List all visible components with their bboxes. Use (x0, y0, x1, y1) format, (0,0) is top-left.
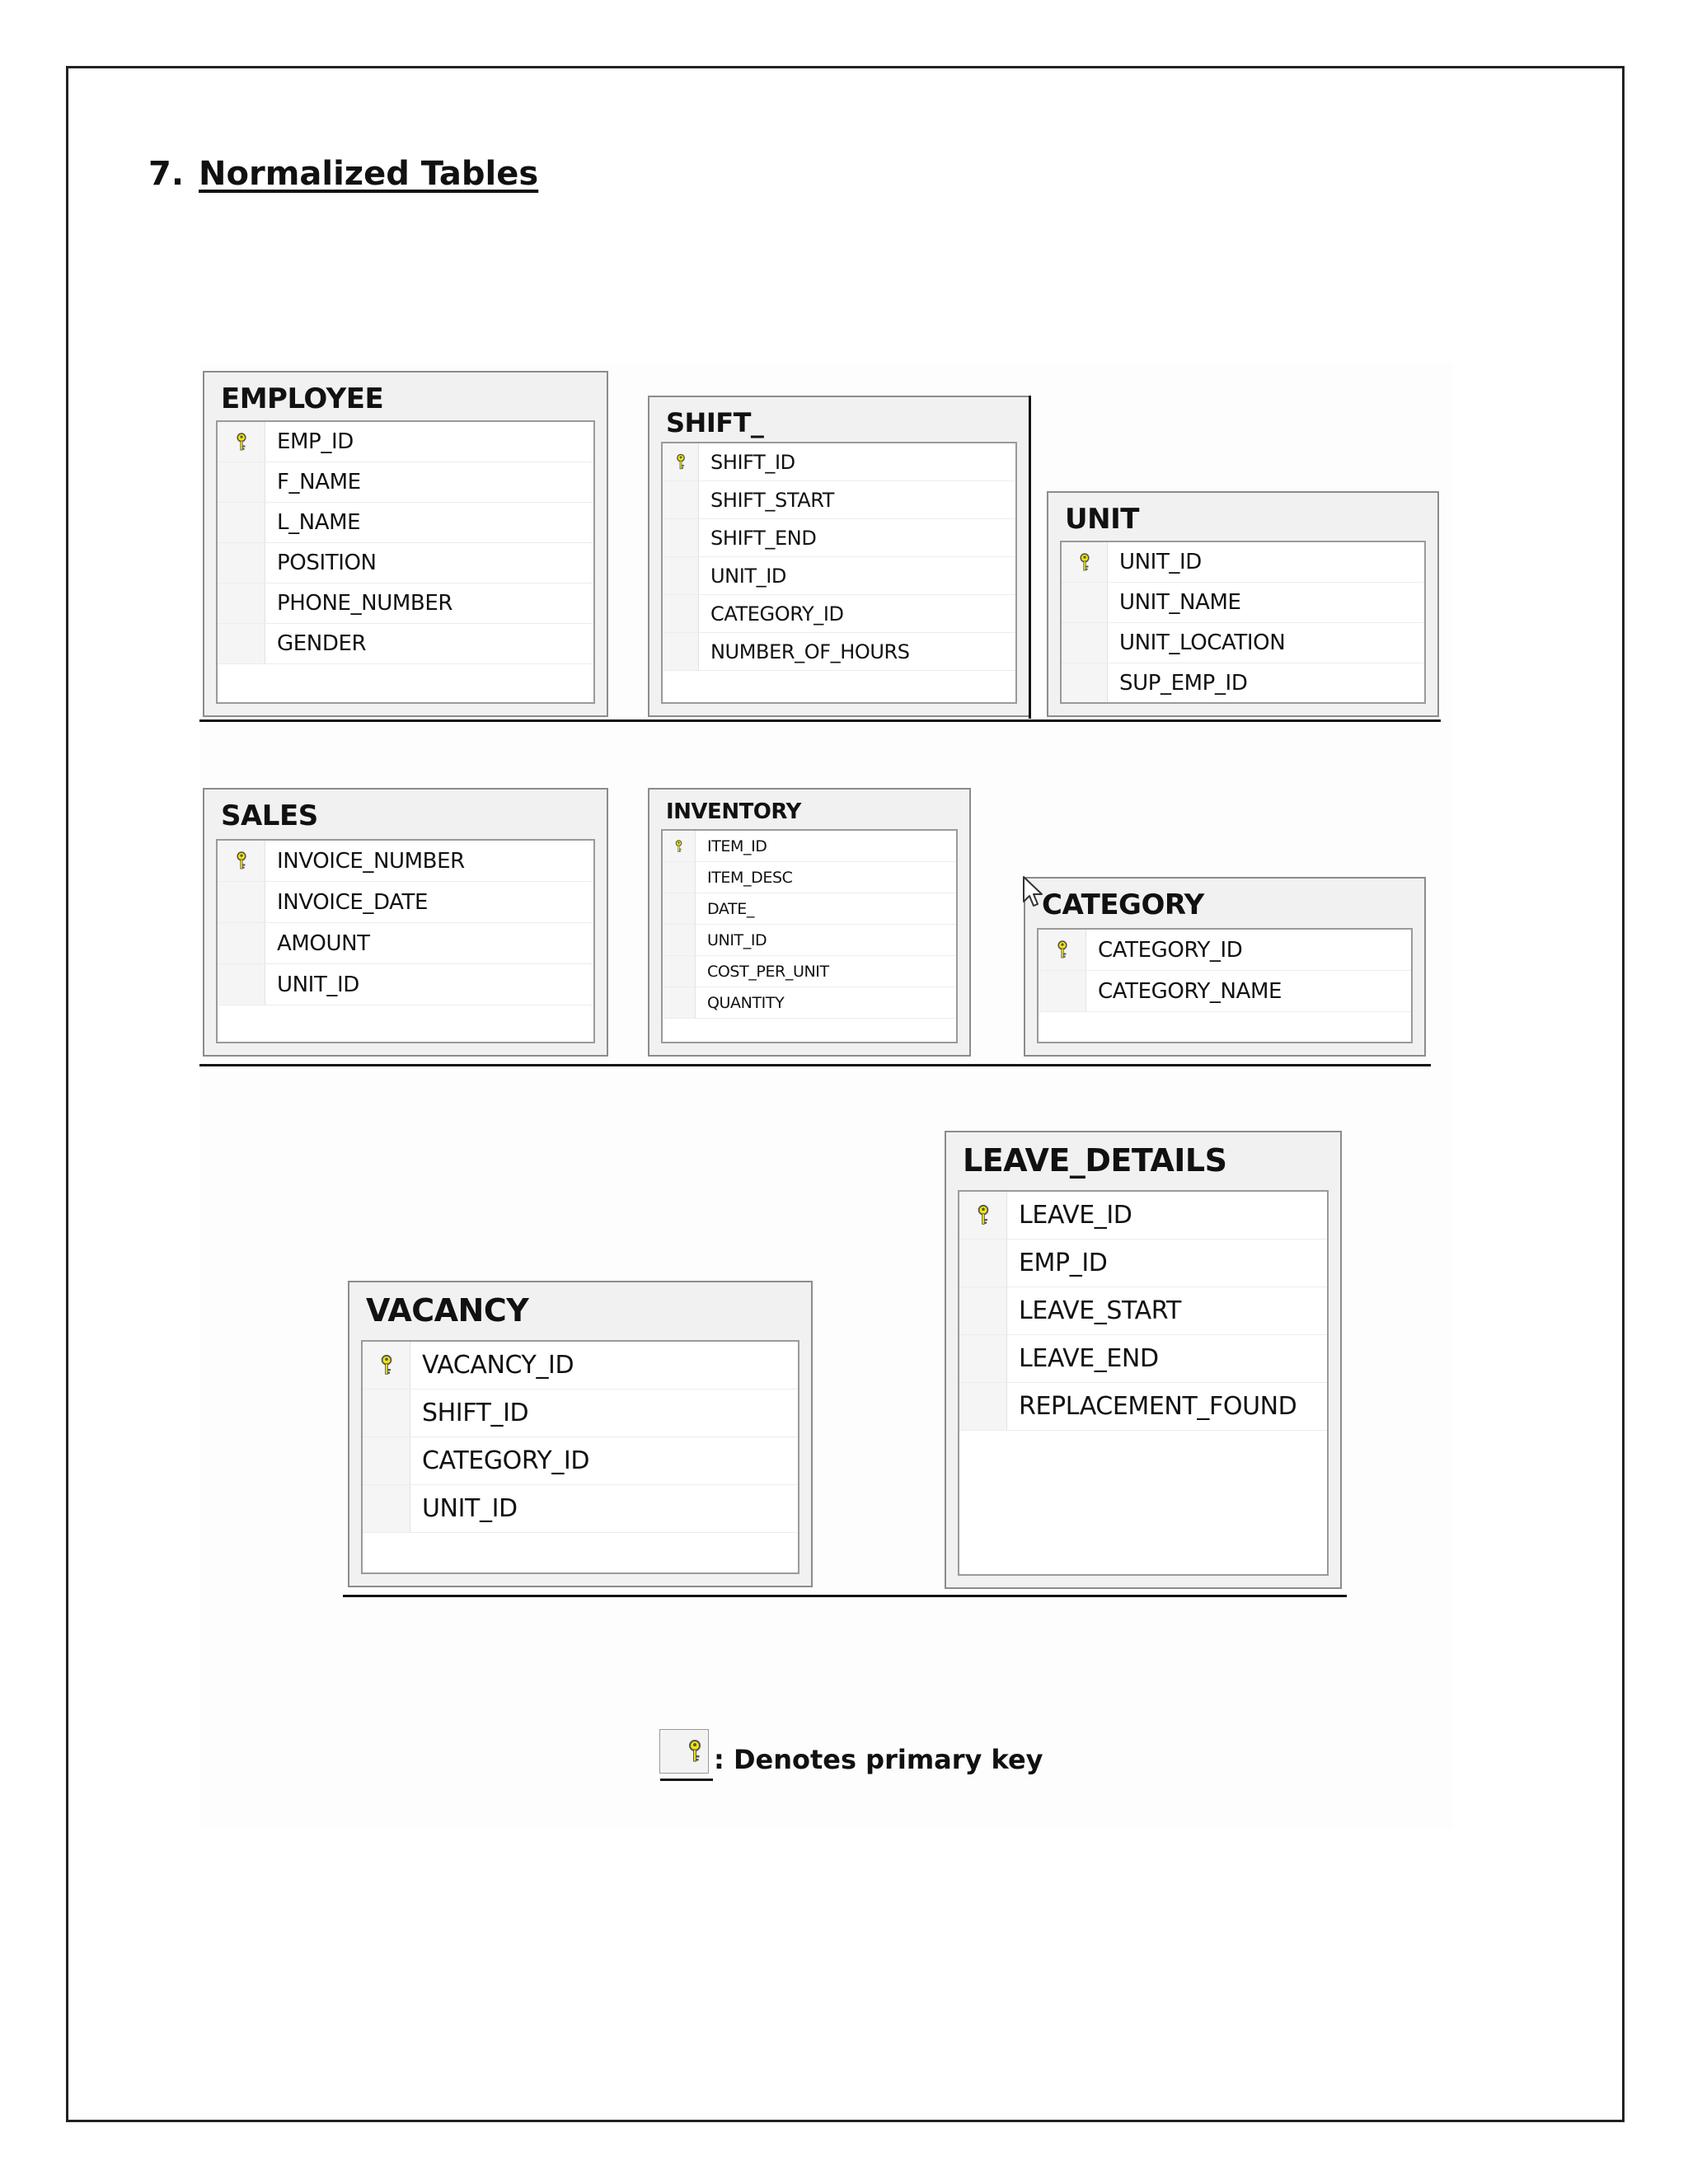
row-selector (218, 462, 265, 502)
row-selector (959, 1192, 1007, 1239)
table-title: SHIFT_ (666, 407, 764, 438)
divider-line (199, 1064, 1431, 1066)
column-name: UNIT_ID (1119, 550, 1202, 574)
row-selector (218, 422, 265, 462)
key-icon (379, 1353, 394, 1377)
table-title: SALES (221, 799, 318, 832)
column-name: EMP_ID (277, 429, 354, 454)
table-columns (661, 829, 958, 1043)
table-vacancy (348, 1281, 813, 1587)
column-name: GENDER (277, 631, 367, 656)
column-row (959, 1383, 1327, 1431)
table-employee (203, 371, 608, 717)
column-row (1062, 623, 1424, 663)
column-name: INVOICE_NUMBER (277, 848, 465, 874)
column-row (663, 519, 1015, 557)
key-icon (674, 839, 683, 854)
column-name: VACANCY_ID (422, 1351, 574, 1380)
column-row (218, 583, 593, 624)
column-row (959, 1335, 1327, 1383)
column-name: UNIT_ID (422, 1494, 518, 1523)
column-row (663, 595, 1015, 633)
column-name: ITEM_ID (707, 837, 767, 855)
column-row (218, 882, 593, 923)
row-selector (1062, 623, 1108, 663)
legend (659, 1714, 1043, 1774)
column-name: CATEGORY_NAME (1098, 978, 1282, 1004)
column-name: LEAVE_START (1019, 1296, 1181, 1325)
column-row (663, 925, 956, 956)
column-row (959, 1192, 1327, 1240)
table-category (1024, 877, 1426, 1057)
row-selector (1062, 663, 1108, 703)
divider-line (199, 719, 1441, 722)
section-title: Normalized Tables (199, 155, 539, 193)
table-leave-details (945, 1131, 1342, 1589)
table-title: INVENTORY (666, 799, 801, 824)
legend-text: : Denotes primary key (714, 1744, 1043, 1775)
key-icon (976, 1203, 991, 1227)
column-name: CATEGORY_ID (422, 1446, 590, 1475)
row-selector (959, 1383, 1007, 1430)
row-selector (363, 1342, 410, 1389)
table-title: CATEGORY (1042, 888, 1204, 921)
row-selector (663, 893, 696, 924)
column-row (663, 862, 956, 893)
table-sales (203, 788, 608, 1057)
table-columns (958, 1190, 1329, 1576)
column-name: DATE_ (707, 899, 754, 918)
column-name: LEAVE_END (1019, 1344, 1159, 1373)
legend-underline (660, 1779, 713, 1781)
row-selector (1062, 583, 1108, 622)
row-selector (363, 1390, 410, 1436)
table-inventory (648, 788, 971, 1057)
table-columns (216, 420, 595, 704)
column-name: SHIFT_ID (710, 450, 795, 474)
row-selector (663, 443, 699, 480)
row-selector (218, 841, 265, 881)
key-icon (235, 432, 248, 452)
column-row (1062, 663, 1424, 704)
column-row (1039, 930, 1411, 971)
column-name: UNIT_ID (707, 930, 767, 949)
column-row (218, 923, 593, 964)
table-title: EMPLOYEE (221, 382, 384, 415)
column-row (218, 503, 593, 543)
column-name: CATEGORY_ID (710, 602, 844, 626)
column-row (1062, 583, 1424, 623)
row-selector (663, 831, 696, 861)
table-columns (661, 442, 1017, 704)
table-title: UNIT (1065, 503, 1139, 536)
column-name: UNIT_ID (277, 972, 359, 997)
column-name: PHONE_NUMBER (277, 591, 453, 616)
column-name: EMP_ID (1019, 1249, 1108, 1277)
column-row (663, 481, 1015, 519)
column-row (363, 1390, 798, 1437)
column-row (1039, 971, 1411, 1012)
row-selector (959, 1335, 1007, 1382)
row-selector (959, 1287, 1007, 1334)
row-selector (1039, 971, 1086, 1011)
row-selector (663, 519, 699, 556)
row-selector (218, 964, 265, 1005)
key-icon (675, 452, 687, 471)
row-selector (218, 583, 265, 623)
row-selector (663, 956, 696, 987)
column-name: INVOICE_DATE (277, 889, 429, 915)
column-name: SUP_EMP_ID (1119, 671, 1248, 696)
row-selector (959, 1240, 1007, 1286)
key-icon (1056, 940, 1069, 960)
column-name: COST_PER_UNIT (707, 962, 829, 981)
column-name: UNIT_NAME (1119, 590, 1241, 615)
column-name: CATEGORY_ID (1098, 937, 1243, 963)
column-name: NUMBER_OF_HOURS (710, 640, 910, 663)
column-name: AMOUNT (277, 930, 370, 956)
column-row (218, 422, 593, 462)
row-selector (663, 633, 699, 670)
row-selector (663, 862, 696, 893)
table-title: VACANCY (366, 1292, 529, 1329)
row-selector (363, 1485, 410, 1532)
column-name: F_NAME (277, 470, 361, 494)
key-icon (687, 1739, 703, 1764)
column-name: REPLACEMENT_FOUND (1019, 1392, 1297, 1421)
row-selector (663, 987, 696, 1018)
table-columns (1037, 928, 1413, 1043)
column-row (218, 543, 593, 583)
column-row (363, 1485, 798, 1533)
row-selector (663, 557, 699, 594)
column-name: SHIFT_END (710, 526, 817, 550)
column-name: ITEM_DESC (707, 868, 793, 887)
column-row (218, 964, 593, 1005)
cursor-icon (1022, 875, 1043, 908)
table-columns (216, 839, 595, 1043)
section-heading (148, 155, 538, 193)
column-name: POSITION (277, 551, 377, 575)
column-row (959, 1287, 1327, 1335)
column-name: L_NAME (277, 510, 361, 535)
column-row (363, 1437, 798, 1485)
table-title: LEAVE_DETAILS (963, 1142, 1227, 1179)
column-row (663, 893, 956, 925)
column-row (218, 841, 593, 882)
row-selector (218, 624, 265, 663)
column-name: UNIT_LOCATION (1119, 630, 1286, 655)
column-row (218, 462, 593, 503)
column-row (663, 831, 956, 862)
row-selector (363, 1437, 410, 1484)
row-selector (218, 882, 265, 922)
column-row (663, 987, 956, 1019)
column-row (218, 624, 593, 664)
column-name: SHIFT_START (710, 488, 835, 512)
table-columns (1060, 541, 1426, 704)
divider-line (343, 1595, 1347, 1597)
column-name: UNIT_ID (710, 564, 787, 588)
row-selector (218, 503, 265, 542)
column-row (663, 956, 956, 987)
column-name: QUANTITY (707, 993, 785, 1012)
row-selector (1039, 930, 1086, 970)
column-row (663, 557, 1015, 595)
column-row (363, 1342, 798, 1390)
section-number: 7. (148, 155, 185, 193)
column-name: LEAVE_ID (1019, 1201, 1132, 1230)
row-selector (663, 481, 699, 518)
row-selector (663, 595, 699, 632)
table-columns (361, 1340, 799, 1574)
column-row (959, 1240, 1327, 1287)
table-unit (1047, 491, 1439, 717)
divider-line (1029, 396, 1031, 719)
key-icon (235, 851, 248, 871)
table-shift (648, 396, 1030, 717)
column-row (663, 443, 1015, 481)
column-row (1062, 542, 1424, 583)
column-name: SHIFT_ID (422, 1399, 529, 1427)
row-selector (218, 923, 265, 963)
row-selector (663, 925, 696, 955)
row-selector (1062, 542, 1108, 582)
row-selector (218, 543, 265, 583)
key-icon (1078, 552, 1091, 573)
column-row (663, 633, 1015, 671)
legend-key-box (659, 1729, 709, 1774)
